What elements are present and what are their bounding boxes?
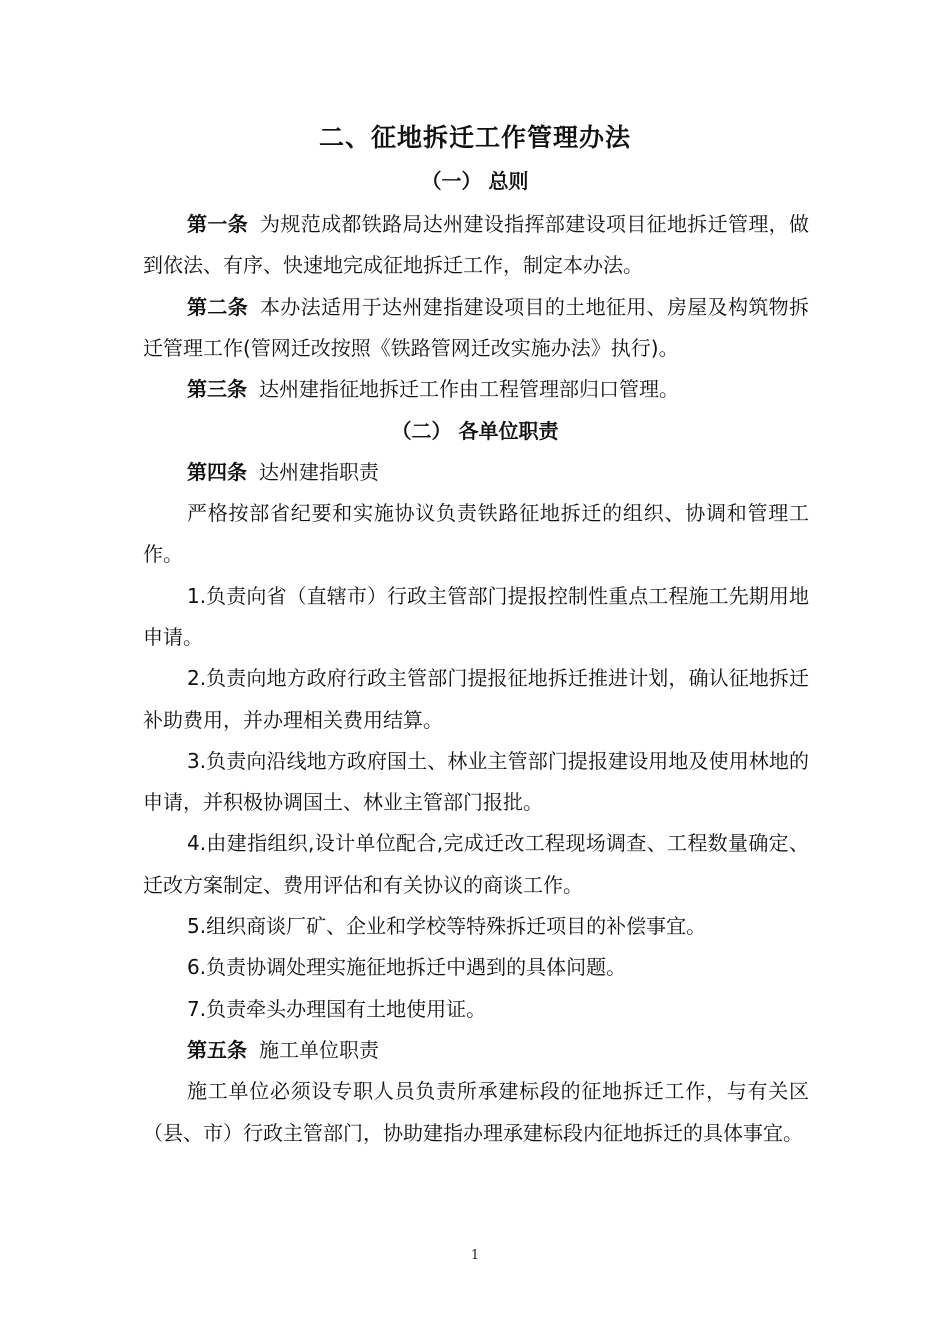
list-item: 3.负责向沿线地方政府国土、林业主管部门提报建设用地及使用林地的申请，并积极协调国土、林业主管部门报批。 xyxy=(143,748,809,815)
paragraph-article-4-intro: 严格按部省纪要和实施协议负责铁路征地拆迁的组织、协调和管理工作。 xyxy=(143,501,809,567)
section-heading-general: （一） 总则 xyxy=(421,169,529,193)
article-label: 第一条 xyxy=(187,212,249,236)
list-item: 2.负责向地方政府行政主管部门提报征地拆迁推进计划，确认征地拆迁补助费用，并办理相关费用结算。 xyxy=(143,666,809,732)
article-label: 第四条 xyxy=(187,459,247,484)
list-item: 6.负责协调处理实施征地拆迁中遇到的具体问题。 xyxy=(187,955,627,980)
article-text: 为规范成都铁路局达州建设指挥部建设项目征地拆迁管理，做到依法、有序、快速地完成征地拆迁工作，制定本办法。 xyxy=(143,212,810,278)
section-heading-duties: （二） 各单位职责 xyxy=(391,419,559,443)
article-text: 施工单位职责 xyxy=(259,1037,379,1062)
list-item: 1.负责向省（直辖市）行政主管部门提报控制性重点工程施工先期用地申请。 xyxy=(143,583,809,649)
article-label: 第二条 xyxy=(187,294,249,319)
list-item: 5.组织商谈厂矿、企业和学校等特殊拆迁项目的补偿事宜。 xyxy=(187,914,707,939)
document-title: 二、征地拆迁工作管理办法 xyxy=(318,123,631,152)
page-number: 1 xyxy=(470,1248,480,1263)
list-item: 7.负责牵头办理国有土地使用证。 xyxy=(187,996,487,1021)
article-3 xyxy=(143,369,809,410)
article-4 xyxy=(143,452,809,493)
article-text: 本办法适用于达州建指建设项目的土地征用、房屋及构筑物拆迁管理工作(管网迁改按照《铁路管网迁改实施办法》执行)。 xyxy=(143,294,810,360)
article-5 xyxy=(143,1030,809,1071)
article-2 xyxy=(143,287,809,370)
paragraph-article-5-body: 施工单位必须设专职人员负责所承建标段的征地拆迁工作，与有关区（县、市）行政主管部门，协助建指办理承建标段内征地拆迁的具体事宜。 xyxy=(143,1079,809,1145)
article-text: 达州建指职责 xyxy=(259,459,379,484)
list-item: 4.由建指组织,设计单位配合,完成迁改工程现场调查、工程数量确定、迁改方案制定、费用评估和有关协议的商谈工作。 xyxy=(143,831,809,897)
article-1 xyxy=(143,204,809,287)
article-label: 第五条 xyxy=(187,1037,247,1062)
document-body xyxy=(143,204,809,1154)
article-text: 达州建指征地拆迁工作由工程管理部归口管理。 xyxy=(259,377,679,402)
article-label: 第三条 xyxy=(187,377,247,402)
